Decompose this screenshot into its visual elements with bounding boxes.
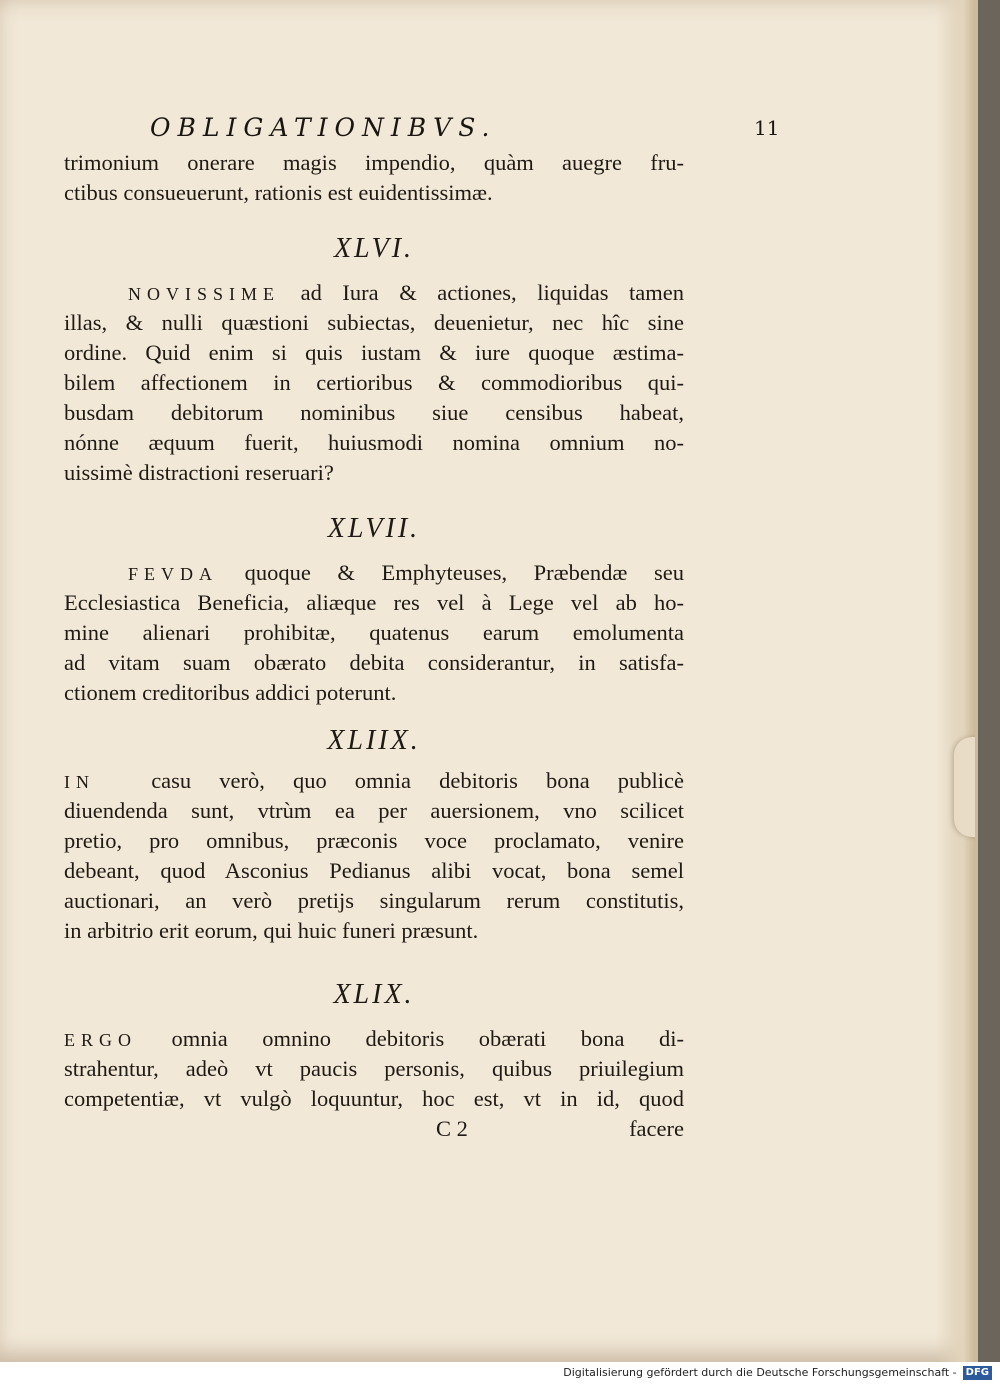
section-heading: XLVI. (333, 233, 415, 264)
section-xliix (64, 726, 684, 946)
signature-mark: C 2 (436, 1116, 468, 1141)
text-line: Ecclesiastica Beneficia, aliæque res vel à Lege vel ab ho- (64, 590, 684, 615)
running-head (150, 108, 780, 148)
catch-line (64, 1114, 684, 1144)
attribution-footer (0, 1362, 1000, 1384)
text-line: ordine. Quid enim si quis iustam & iure quoque æstima- (64, 340, 684, 365)
section-continuation (64, 148, 684, 208)
line-text: quoque & Emphyteuses, Præbendæ seu (244, 560, 684, 585)
text-line: ad vitam suam obærato debita considerantur, in satisfa- (64, 650, 684, 675)
text-line (64, 558, 684, 588)
lead-word: ERGO (64, 1030, 137, 1050)
page-tab (954, 737, 978, 837)
text-line: nónne æquum fuerit, huiusmodi nomina omnium no- (64, 430, 684, 455)
text-line: ctibus consueuerunt, rationis est euidentissimæ. (64, 180, 493, 205)
text-line: competentiæ, vt vulgò loquuntur, hoc est, vt in id, quod (64, 1086, 684, 1111)
text-line: uissimè distractioni reseruari? (64, 460, 334, 485)
text-line (64, 1024, 684, 1054)
text-block (64, 108, 780, 1144)
text-line: debeant, quod Asconius Pedianus alibi vocat, bona semel (64, 858, 684, 883)
text-line: illas, & nulli quæstioni subiectas, deuenietur, nec hîc sine (64, 310, 684, 335)
text-line (64, 278, 684, 308)
section-heading: XLIX. (333, 979, 415, 1010)
section-heading: XLIIX. (327, 725, 421, 756)
section-heading: XLVII. (327, 513, 421, 544)
section-xlvi (64, 234, 684, 488)
text-line: busdam debitorum nominibus siue censibus habeat, (64, 400, 684, 425)
text-line: ctionem creditoribus addici poterunt. (64, 680, 397, 705)
lead-word: FEVDA (128, 564, 219, 584)
lead-word: NOVISSIME (128, 284, 281, 304)
text-line (64, 766, 684, 796)
text-line: pretio, pro omnibus, præconis voce proclamato, venire (64, 828, 684, 853)
footer-text: Digitalisierung gefördert durch die Deutsche Forschungsgemeinschaft - (563, 1366, 957, 1379)
section-xlix (64, 980, 684, 1114)
text-line: auctionari, an verò pretijs singularum rerum constitutis, (64, 888, 684, 913)
text-line: diuendenda sunt, vtrùm ea per auersionem, vno scilicet (64, 798, 684, 823)
running-head-title: OBLIGATIONIBVS. (150, 113, 497, 142)
line-text: ad Iura & actiones, liquidas tamen (300, 280, 684, 305)
catchword: facere (629, 1116, 684, 1141)
lead-word: IN (64, 772, 95, 792)
text-line: mine alienari prohibitæ, quatenus earum emolumenta (64, 620, 684, 645)
text-line: strahentur, adeò vt paucis personis, quibus priuilegium (64, 1056, 684, 1081)
dfg-logo: DFG (963, 1366, 992, 1380)
line-text: omnia omnino debitoris obærati bona di- (171, 1026, 685, 1051)
folio-number: 11 (754, 116, 780, 140)
text-line: in arbitrio erit eorum, qui huic funeri præsunt. (64, 918, 479, 943)
text-line: bilem affectionem in certioribus & commodioribus qui- (64, 370, 684, 395)
page-edge-shading (935, 0, 975, 1362)
text-line: trimonium onerare magis impendio, quàm auegre fru- (64, 150, 684, 175)
section-xlvii (64, 514, 684, 708)
line-text: casu verò, quo omnia debitoris bona publicè (151, 768, 685, 793)
